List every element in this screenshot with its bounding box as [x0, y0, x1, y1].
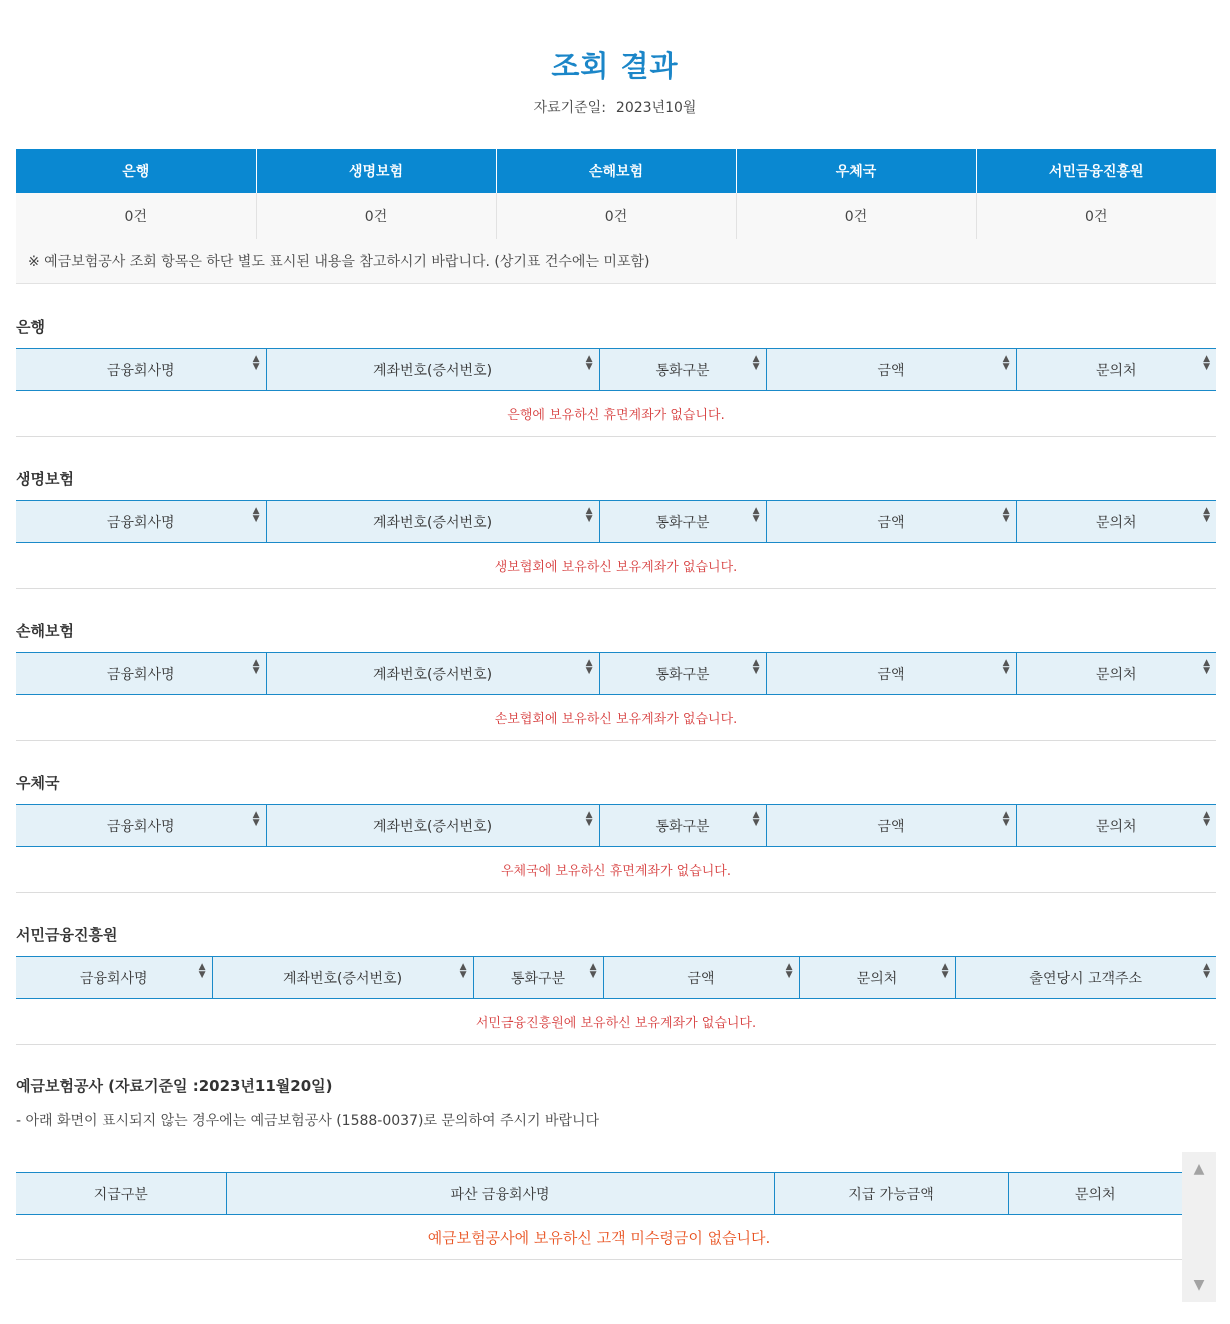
column-header-bankrupt-institution: 파산 금융회사명 [226, 1173, 774, 1215]
column-header-contact[interactable]: 문의처 ▲ ▼ [1016, 501, 1216, 543]
section-title-kinfa: 서민금융진흥원 [16, 926, 118, 944]
sort-icon[interactable]: ▲ ▼ [252, 506, 260, 524]
sort-icon[interactable]: ▲ ▼ [585, 506, 593, 524]
sort-icon[interactable]: ▲ ▼ [752, 658, 760, 676]
summary-table [16, 149, 1216, 240]
sort-icon[interactable]: ▲ ▼ [1203, 354, 1210, 372]
life-insurance-account-table [16, 500, 1216, 589]
summary-count-kinfa: 0건 [976, 193, 1216, 239]
kdic-empty-message: 예금보험공사에 보유하신 고객 미수령금이 없습니다. [16, 1215, 1182, 1260]
sort-icon[interactable]: ▲ ▼ [752, 354, 760, 372]
column-header-currency[interactable]: 통화구분 ▲ ▼ [599, 501, 766, 543]
sort-icon[interactable]: ▲ ▼ [1203, 962, 1210, 980]
sort-icon[interactable]: ▲ ▼ [1203, 658, 1210, 676]
column-header-account-number[interactable]: 계좌번호(증서번호) ▲ ▼ [266, 653, 599, 695]
empty-message: 서민금융진흥원에 보유하신 보유계좌가 없습니다. [16, 999, 1216, 1045]
column-header-amount[interactable]: 금액 ▲ ▼ [766, 501, 1016, 543]
chevron-down-icon[interactable]: ▼ [1193, 1277, 1205, 1293]
column-header-amount[interactable]: 금액 ▲ ▼ [603, 957, 799, 999]
column-header-account-number[interactable]: 계좌번호(증서번호) ▲ ▼ [266, 349, 599, 391]
column-header-amount[interactable]: 금액 ▲ ▼ [766, 349, 1016, 391]
sort-icon[interactable]: ▲ ▼ [585, 354, 593, 372]
section-title-bank: 은행 [16, 318, 45, 336]
kinfa-account-table [16, 956, 1216, 1045]
column-header-amount[interactable]: 금액 ▲ ▼ [766, 805, 1016, 847]
section-title-life-insurance: 생명보험 [16, 470, 74, 488]
summary-count-non-life-insurance: 0건 [496, 193, 736, 239]
empty-message: 우체국에 보유하신 휴면계좌가 없습니다. [16, 847, 1216, 893]
iframe-scrollbar[interactable] [1182, 1152, 1216, 1302]
kdic-table [16, 1172, 1182, 1260]
summary-header-non-life-insurance: 손해보험 [496, 149, 736, 193]
section-title-non-life-insurance: 손해보험 [16, 622, 74, 640]
sort-icon[interactable]: ▲ ▼ [1203, 506, 1210, 524]
column-header-institution[interactable]: 금융회사명 ▲ ▼ [16, 349, 266, 391]
sort-icon[interactable]: ▲ ▼ [1203, 810, 1210, 828]
summary-count-bank: 0건 [16, 193, 256, 239]
reference-date [0, 97, 1230, 117]
column-header-institution[interactable]: 금융회사명 ▲ ▼ [16, 501, 266, 543]
sort-icon[interactable]: ▲ ▼ [785, 962, 793, 980]
summary-notice: ※ 예금보험공사 조회 항목은 하단 별도 표시된 내용을 참고하시기 바랍니다. (상기표 건수에는 미포함) [16, 239, 1216, 284]
summary-header-life-insurance: 생명보험 [256, 149, 496, 193]
reference-date-label: 자료기준일: [533, 100, 606, 116]
empty-message: 생보협회에 보유하신 보유계좌가 없습니다. [16, 543, 1216, 589]
section-title-post-office: 우체국 [16, 774, 60, 792]
column-header-account-number[interactable]: 계좌번호(증서번호) ▲ ▼ [266, 805, 599, 847]
sort-icon[interactable]: ▲ ▼ [252, 658, 260, 676]
column-header-institution[interactable]: 금융회사명 ▲ ▼ [16, 805, 266, 847]
sort-icon[interactable]: ▲ ▼ [252, 810, 260, 828]
column-header-currency[interactable]: 통화구분 ▲ ▼ [473, 957, 603, 999]
post-office-account-table [16, 804, 1216, 893]
summary-header-post-office: 우체국 [736, 149, 976, 193]
sort-icon[interactable]: ▲ ▼ [752, 810, 760, 828]
summary-count-post-office: 0건 [736, 193, 976, 239]
column-header-contact: 문의처 [1008, 1173, 1182, 1215]
sort-icon[interactable]: ▲ ▼ [252, 354, 260, 372]
sort-icon[interactable]: ▲ ▼ [1002, 810, 1010, 828]
column-header-currency[interactable]: 통화구분 ▲ ▼ [599, 349, 766, 391]
column-header-currency[interactable]: 통화구분 ▲ ▼ [599, 653, 766, 695]
column-header-institution[interactable]: 금융회사명 ▲ ▼ [16, 653, 266, 695]
empty-message: 은행에 보유하신 휴면계좌가 없습니다. [16, 391, 1216, 437]
kdic-section-title: 예금보험공사 (자료기준일 :2023년11월20일) [16, 1077, 333, 1095]
sort-icon[interactable]: ▲ ▼ [1002, 506, 1010, 524]
sort-icon[interactable]: ▲ ▼ [752, 506, 760, 524]
summary-header-kinfa: 서민금융진흥원 [976, 149, 1216, 193]
sort-icon[interactable]: ▲ ▼ [585, 810, 593, 828]
chevron-up-icon[interactable]: ▲ [1193, 1161, 1205, 1177]
column-header-institution[interactable]: 금융회사명 ▲ ▼ [16, 957, 212, 999]
reference-date-value: 2023년10월 [615, 100, 697, 116]
sort-icon[interactable]: ▲ ▼ [1002, 354, 1010, 372]
column-header-contact[interactable]: 문의처 ▲ ▼ [799, 957, 955, 999]
column-header-payable-amount: 지급 가능금액 [774, 1173, 1008, 1215]
empty-message: 손보협회에 보유하신 보유계좌가 없습니다. [16, 695, 1216, 741]
column-header-currency[interactable]: 통화구분 ▲ ▼ [599, 805, 766, 847]
column-header-customer-address[interactable]: 출연당시 고객주소 ▲ ▼ [955, 957, 1216, 999]
sort-icon[interactable]: ▲ ▼ [585, 658, 593, 676]
non-life-insurance-account-table [16, 652, 1216, 741]
page-title: 조회 결과 [551, 49, 679, 83]
column-header-account-number[interactable]: 계좌번호(증서번호) ▲ ▼ [266, 501, 599, 543]
sort-icon[interactable]: ▲ ▼ [459, 962, 467, 980]
summary-header-bank: 은행 [16, 149, 256, 193]
sort-icon[interactable]: ▲ ▼ [1002, 658, 1010, 676]
summary-count-life-insurance: 0건 [256, 193, 496, 239]
bank-account-table [16, 348, 1216, 437]
column-header-contact[interactable]: 문의처 ▲ ▼ [1016, 349, 1216, 391]
column-header-account-number[interactable]: 계좌번호(증서번호) ▲ ▼ [212, 957, 473, 999]
column-header-amount[interactable]: 금액 ▲ ▼ [766, 653, 1016, 695]
sort-icon[interactable]: ▲ ▼ [589, 962, 597, 980]
kdic-note: - 아래 화면이 표시되지 않는 경우에는 예금보험공사 (1588-0037)로 문의하여 주시기 바랍니다 [16, 1113, 600, 1129]
column-header-contact[interactable]: 문의처 ▲ ▼ [1016, 805, 1216, 847]
column-header-contact[interactable]: 문의처 ▲ ▼ [1016, 653, 1216, 695]
column-header-payment-type: 지급구분 [16, 1173, 226, 1215]
sort-icon[interactable]: ▲ ▼ [941, 962, 949, 980]
sort-icon[interactable]: ▲ ▼ [198, 962, 206, 980]
